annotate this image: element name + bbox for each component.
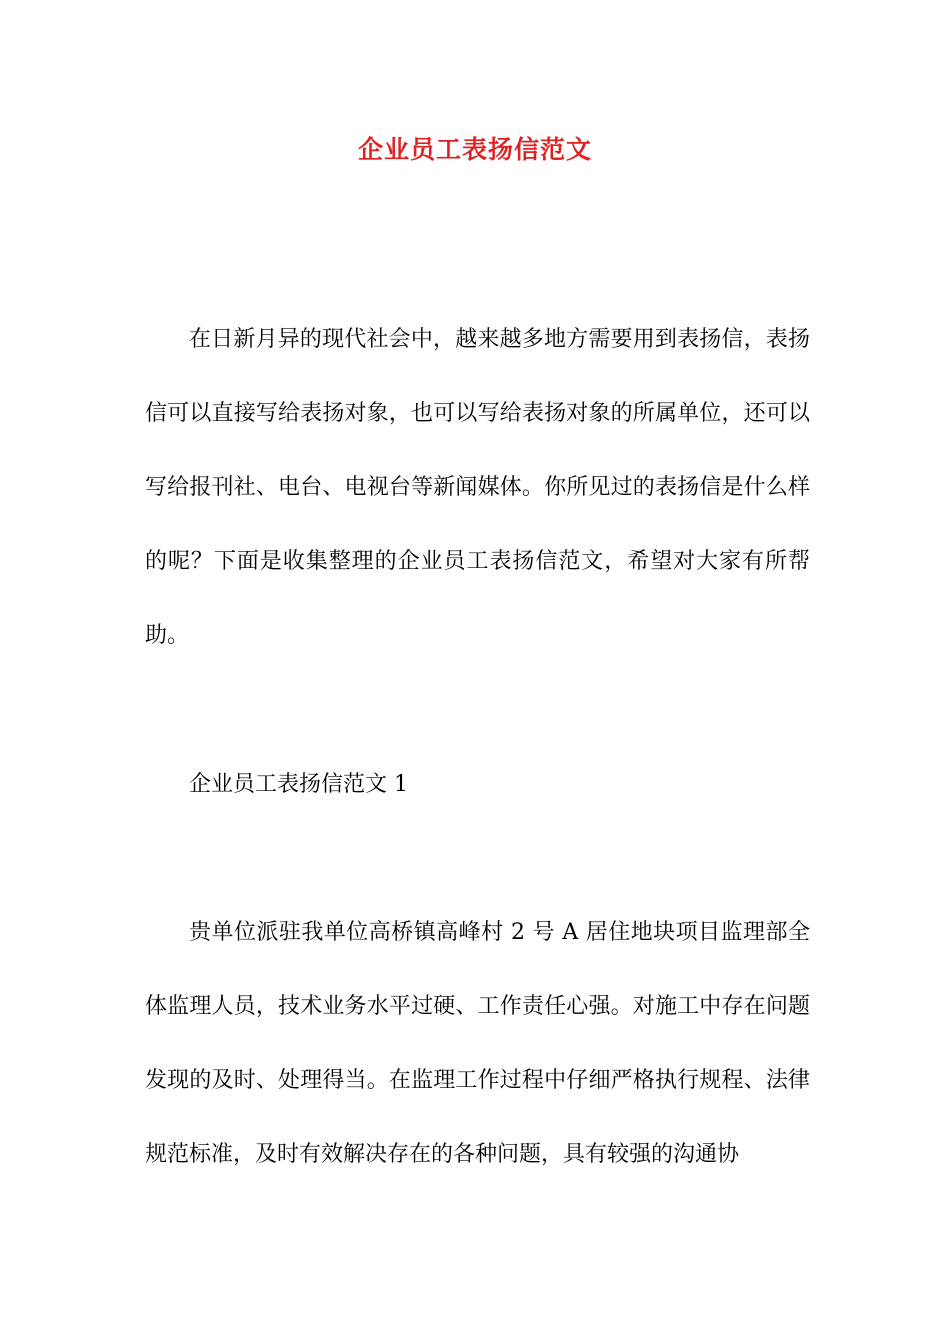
body-paragraph: 贵单位派驻我单位高桥镇高峰村 2 号 A 居住地块项目监理部全体监理人员，技术业务水平过硬、工作责任心强。对施工中存在问题发现的及时、处理得当。在监理工作过程中仔细严格执行规程、法律规范标准，及时有效解决存在的各种问题，具有较强的沟通协 (145, 920, 810, 1167)
document-title: 企业员工表扬信范文 (357, 135, 592, 164)
section-heading: 企业员工表扬信范文 1 (189, 772, 408, 797)
intro-paragraph: 在日新月异的现代社会中，越来越多地方需要用到表扬信，表扬信可以直接写给表扬对象，也可以写给表扬对象的所属单位，还可以写给报刊社、电台、电视台等新闻媒体。你所见过的表扬信是什么样的呢？下面是收集整理的企业员工表扬信范文，希望对大家有所帮助。 (145, 327, 810, 648)
